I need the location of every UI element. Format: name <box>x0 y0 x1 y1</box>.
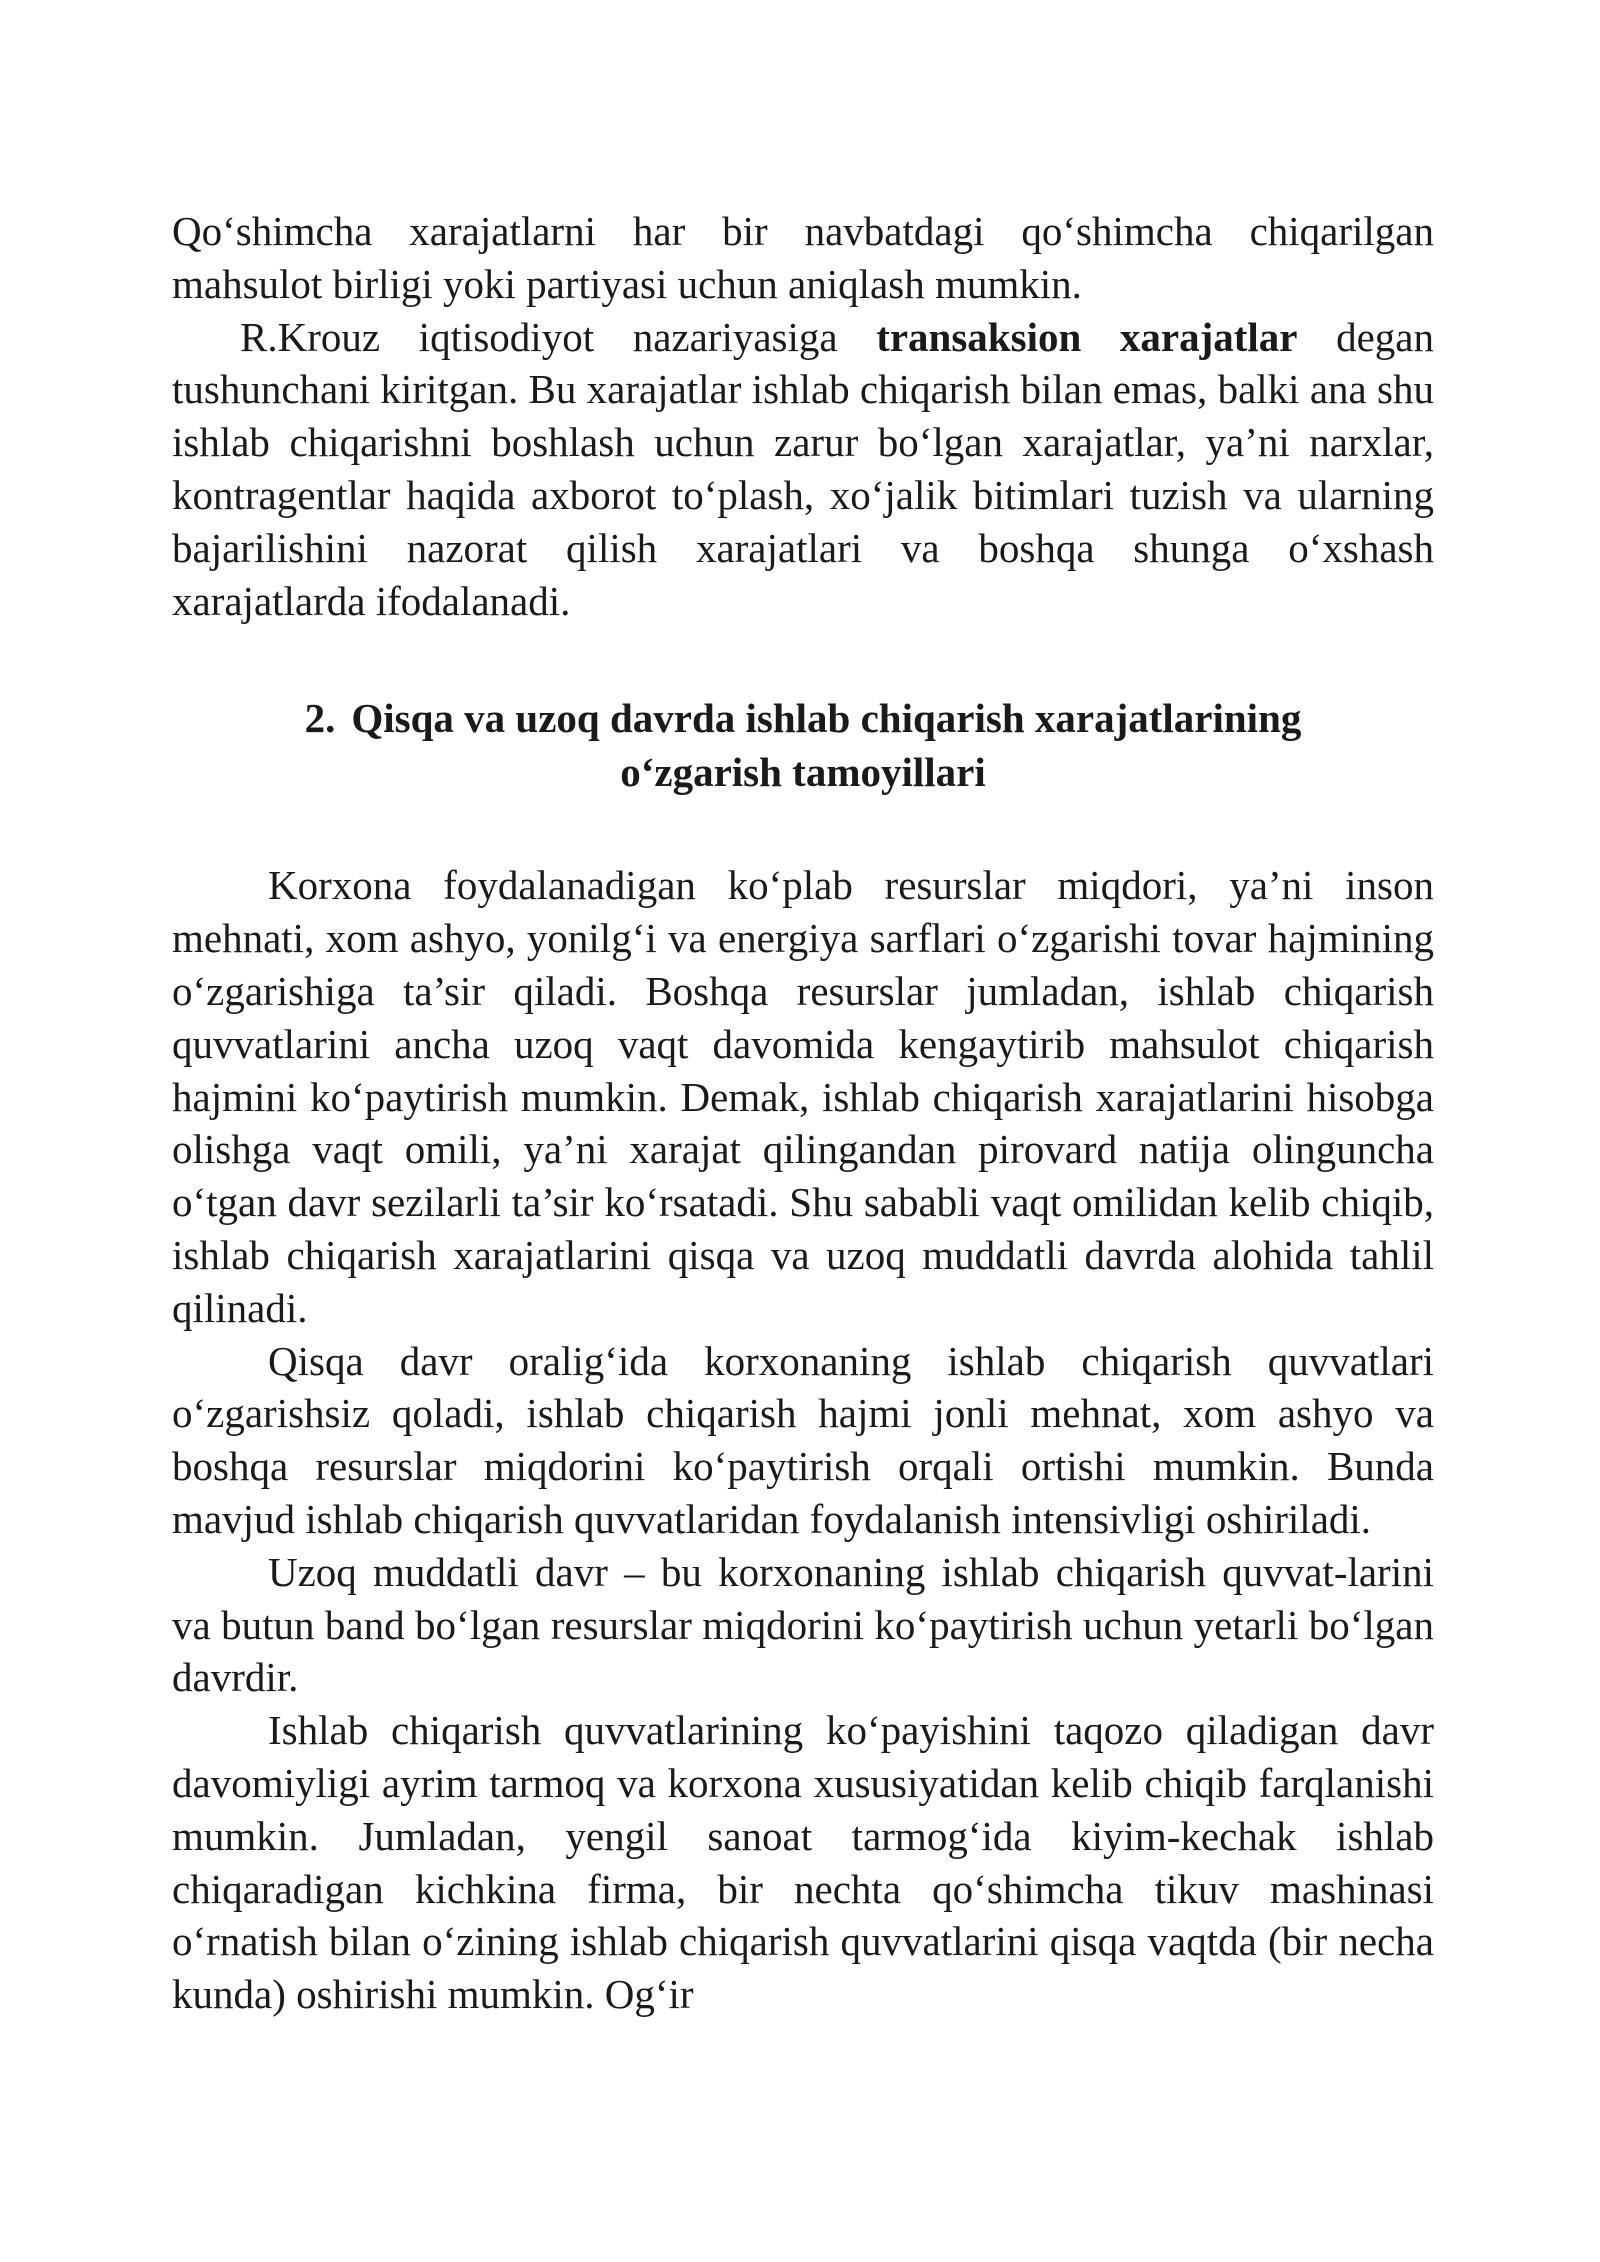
paragraph-body: Ishlab chiqarish quvvatlarining ko‘payishini taqozo qiladigan davr davomiyligi ayrim tarmoq va korxona xususiyatidan kelib chiqib farqlanishi mumkin. Jumladan, yengil sanoat tarmog‘ida kiyim-kechak ishlab chiqaradigan kichkina firma, bir nechta qo‘shimcha tikuv mashinasi o‘rnatish bilan o‘zining ishlab chiqarish quvvatlarini qisqa vaqtda (bir necha kunda) oshirishi mumkin. Og‘ir <box>172 1707 1434 2018</box>
section-heading-line-2: o‘zgarish tamoyillari <box>620 749 986 796</box>
section-heading-text-1: Qisqa va uzoq davrda ishlab chiqarish xarajatlarining <box>351 695 1302 742</box>
document-page <box>172 205 1434 2021</box>
bold-term: transaksion xarajatlar <box>876 313 1298 360</box>
paragraph-body: Korxona foydalanadigan ko‘plab resurslar miqdori, ya’ni inson mehnati, xom ashyo, yonilg‘i va energiya sarflari o‘zgarishi tovar hajmining o‘zgarishiga ta’sir qiladi. Boshqa resurslar jumladan, ishlab chiqarish quvvatlarini ancha uzoq vaqt davomida kengaytirib mahsulot chiqarish hajmini ko‘paytirish mumkin. Demak, ishlab chiqarish xarajatlarini hisobga olishga vaqt omili, ya’ni xarajat qilingandan pirovard natija olinguncha o‘tgan davr sezilarli ta’sir ko‘rsatadi. Shu sababli vaqt omilidan kelib chiqib, ishlab chiqarish xarajatlarini qisqa va uzoq muddatli davrda alohida tahlil qilinadi. <box>172 862 1434 1331</box>
paragraph-body: Qisqa davr oralig‘ida korxonaning ishlab chiqarish quvvatlari o‘zgarishsiz qoladi, ishlab chiqarish hajmi jonli mehnat, xom ashyo va boshqa resurslar miqdorini ko‘paytirish orqali ortishi mumkin. Bunda mavjud ishlab chiqarish quvvatlaridan foydalanish intensivligi oshiriladi. <box>172 1337 1434 1542</box>
section-number: 2. <box>304 695 336 742</box>
section-heading-line-1 <box>172 691 1434 745</box>
paragraph-body: Uzoq muddatli davr – bu korxonaning ishlab chiqarish quvvat-larini va butun band bo‘lgan resurslar miqdorini ko‘paytirish uchun yetarli bo‘lgan davrdir. <box>172 1548 1434 1701</box>
paragraph-continuation: Qo‘shimcha xarajatlarni har bir navbatdagi qo‘shimcha chiqarilgan mahsulot birligi yoki partiyasi uchun aniqlash mumkin. <box>172 208 1434 307</box>
paragraph-transaction-costs <box>172 311 1434 628</box>
paragraph-text-after-term: degan tushunchani kiritgan. Bu xarajatlar ishlab chiqarish bilan emas, balki ana shu ishlab chiqarishni boshlash uchun zarur bo‘lgan xarajatlar, ya’ni narxlar, kontragentlar haqida axborot to‘plash, xo‘jalik bitimlari tuzish va ularning bajarilishini nazorat qilish xarajatlari va boshqa shunga o‘xshash xarajatlarda ifodalanadi. <box>172 313 1434 624</box>
section-heading <box>172 691 1434 799</box>
paragraph-text-before-term: R.Krouz iqtisodiyot nazariyasiga <box>240 313 877 360</box>
